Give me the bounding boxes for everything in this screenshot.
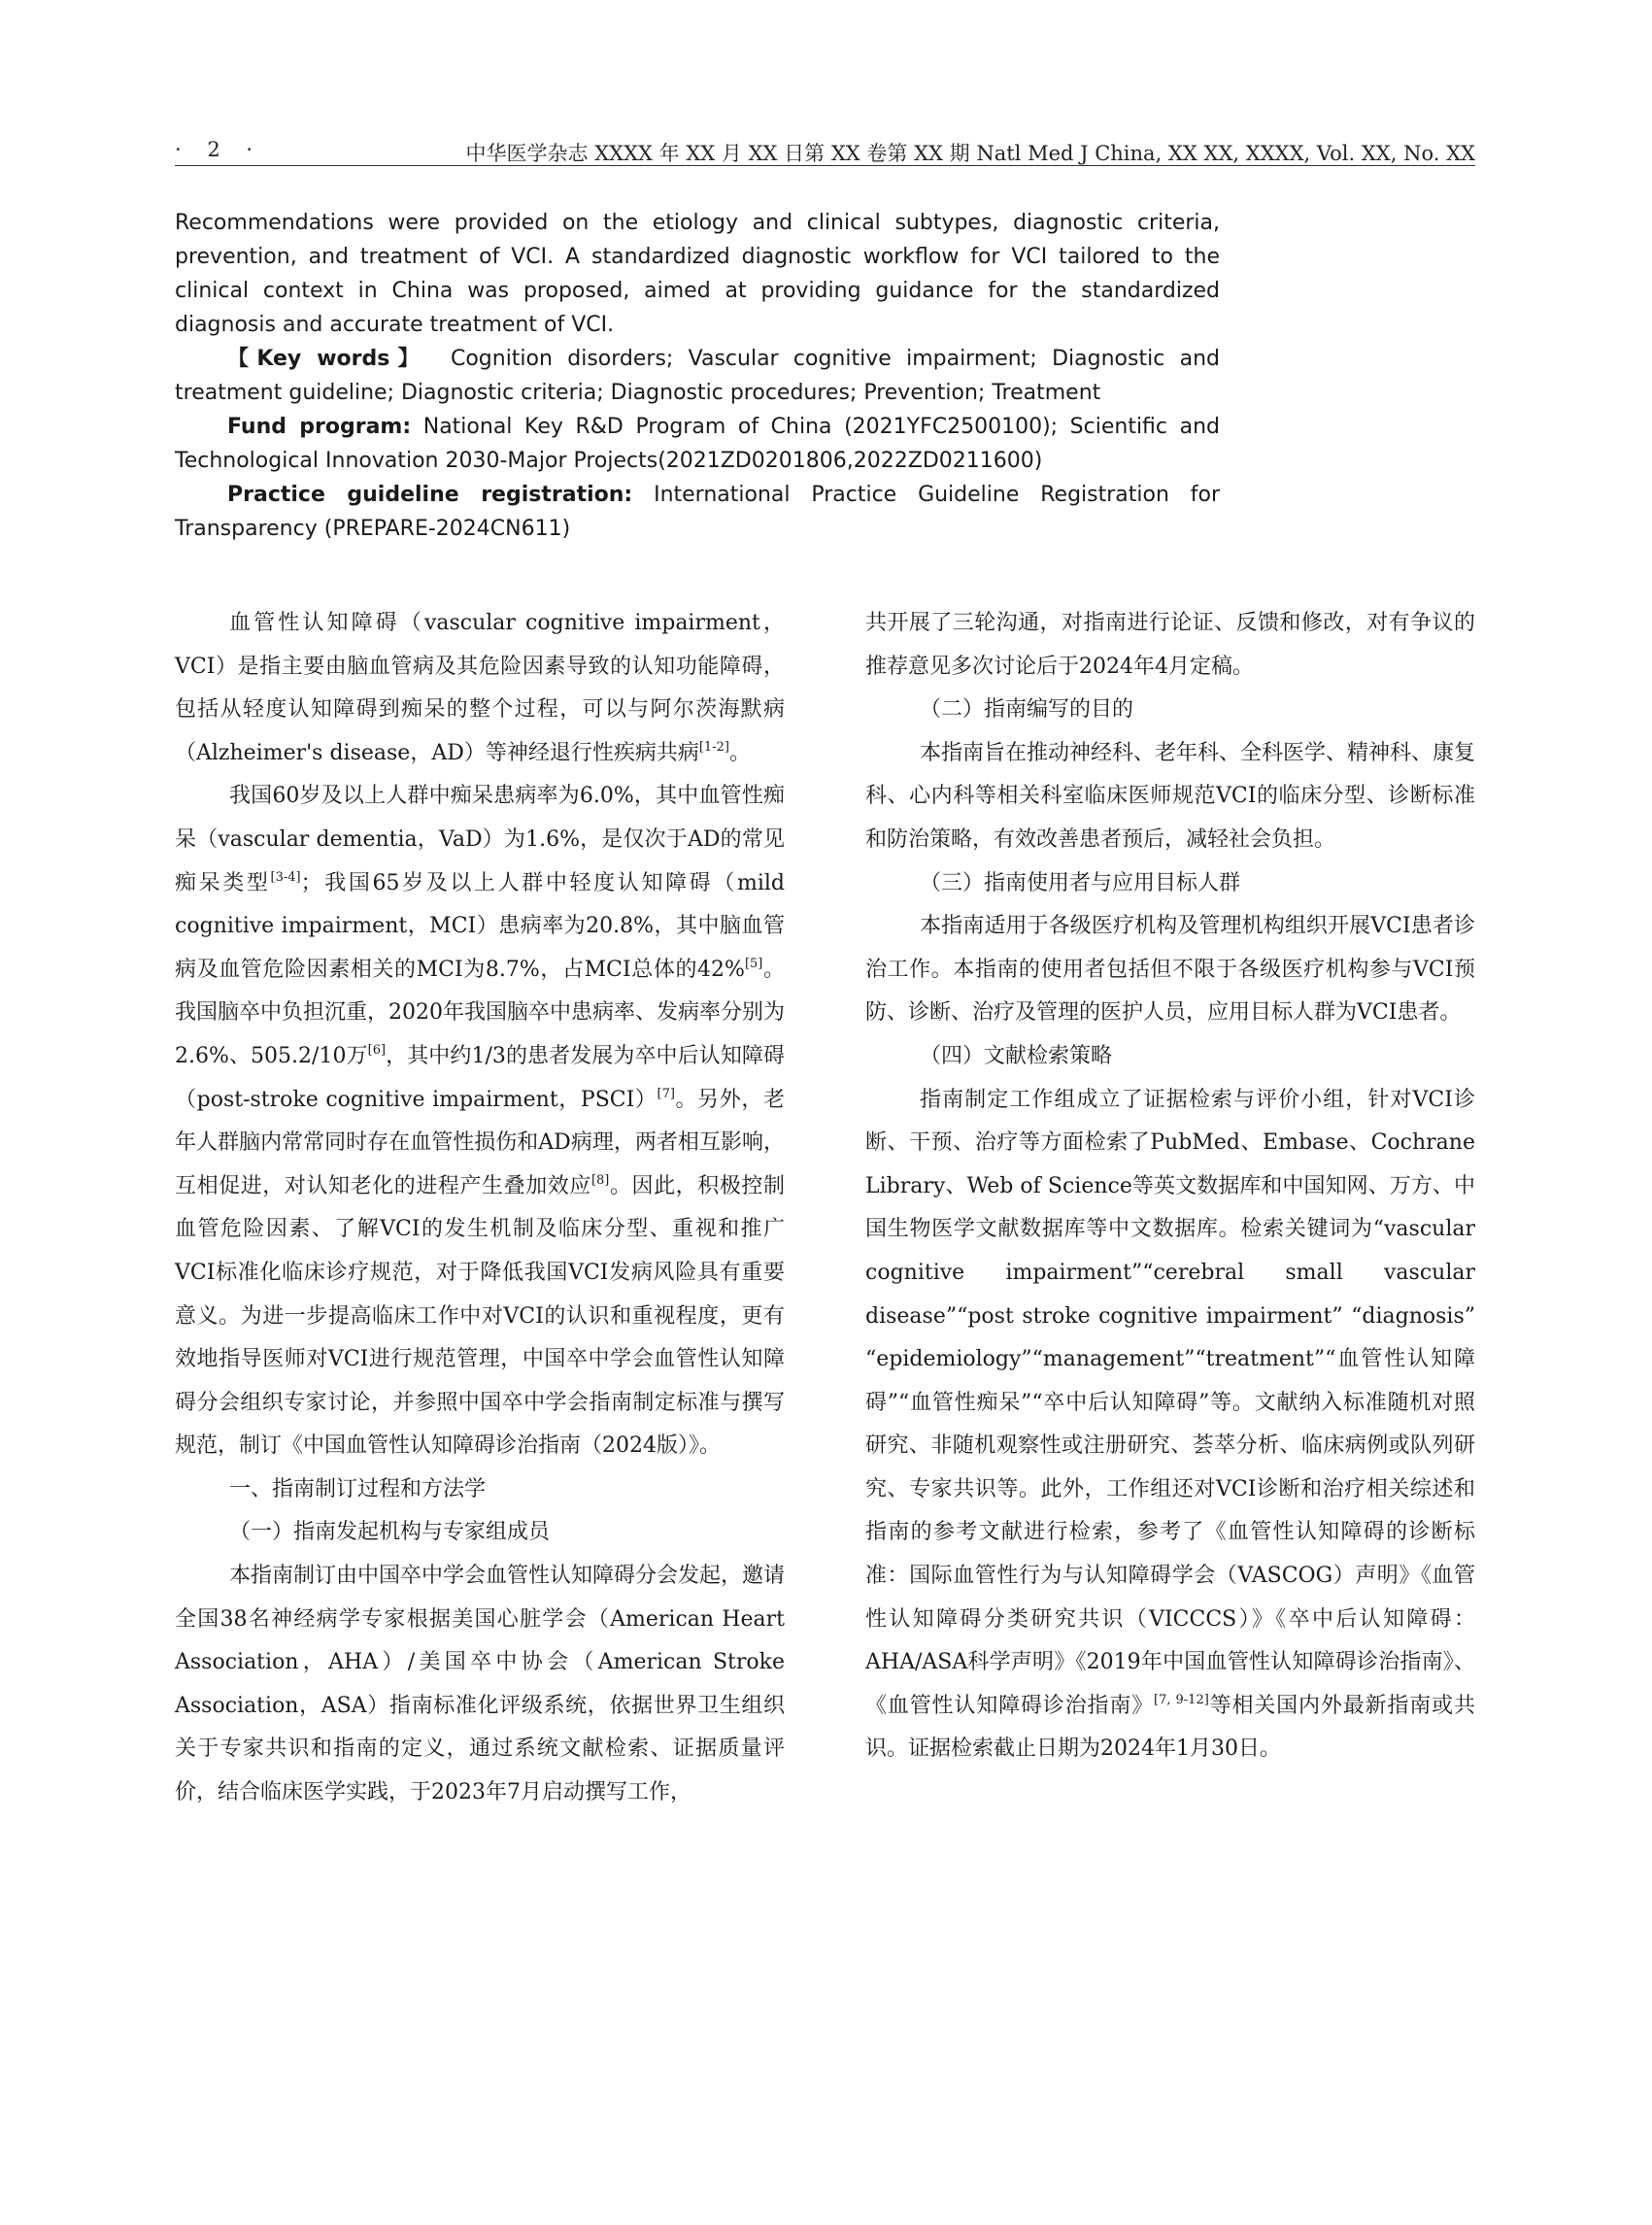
intro-paragraph-1: 血管性认知障碍（vascular cognitive impairment，VCI）是指主要由脑血管病及其危险因素导致的认知功能障碍，包括从轻度认知障碍到痴呆的整个过程，可以与阿尔茨海默病（Alzheimer's disease，AD）等神经退行性疾病共病[1-2]。 bbox=[175, 611, 785, 765]
citation: [3-4] bbox=[270, 869, 301, 885]
citation: [7, 9-12] bbox=[1154, 1692, 1209, 1707]
registration-label: Practice guideline registration: bbox=[227, 483, 633, 507]
section-heading-1: 一、指南制订过程和方法学 bbox=[229, 1476, 487, 1501]
citation: [1-2] bbox=[698, 739, 729, 755]
subsection-heading-2: （二）指南编写的目的 bbox=[920, 697, 1134, 723]
english-abstract bbox=[175, 206, 1220, 546]
guideline-registration bbox=[175, 478, 1220, 546]
citation: [8] bbox=[590, 1172, 610, 1188]
purpose-paragraph: 本指南旨在推动神经科、老年科、全科医学、精神科、康复科、心内科等相关科室临床医师规范VCI的临床分型、诊断标准和防治策略，有效改善患者预后，减轻社会负担。 bbox=[865, 740, 1476, 852]
fund-label: Fund program: bbox=[227, 415, 412, 439]
left-column bbox=[175, 602, 785, 1815]
users-paragraph: 本指南适用于各级医疗机构及管理机构组织开展VCI患者诊治工作。本指南的使用者包括但不限于各级医疗机构参与VCI预防、诊断、治疗及管理的医护人员，应用目标人群为VCI患者。 bbox=[865, 914, 1475, 1026]
abstract-conclusion: Recommendations were provided on the etiology and clinical subtypes, diagnostic criteria, prevention, and treatment of VCI. A standardized diagnostic workflow for VCI tailored to the clinical context in China was proposed, aimed at providing guidance for the standardized diagnosis and accurate treatment of VCI. bbox=[175, 211, 1220, 337]
subsection-heading-3: （三）指南使用者与应用目标人群 bbox=[920, 870, 1241, 895]
methods-paragraph-1: 本指南制订由中国卒中学会血管性认知障碍分会发起，邀请全国38名神经病学专家根据美国心脏学会（American Heart Association，AHA）/美国卒中协会（American Stroke Association，ASA）指南标准化评级系统，依据世界卫生组织关于专家共识和指南的定义，通过系统文献检索、证据质量评价，结合临床医学实践，于2023年7月启动撰写工作， bbox=[175, 1564, 786, 1805]
right-column bbox=[865, 602, 1475, 1771]
citation: [6] bbox=[367, 1042, 387, 1058]
subsection-heading-4: （四）文献检索策略 bbox=[920, 1043, 1113, 1068]
subsection-heading-1: （一）指南发起机构与专家组成员 bbox=[229, 1520, 551, 1545]
keywords bbox=[175, 342, 1220, 410]
registration-text: International Practice Guideline Registration for Transparency (PREPARE-2024CN611) bbox=[175, 483, 1221, 541]
methods-paragraph-continued: 共开展了三轮沟通，对指南进行论证、反馈和修改，对有争议的推荐意见多次讨论后于2024年4月定稿。 bbox=[865, 611, 1475, 679]
page-number: · 2 · bbox=[175, 138, 263, 161]
citation: [7] bbox=[657, 1086, 675, 1101]
journal-citation: 中华医学杂志 XXXX 年 XX 月 XX 日第 XX 卷第 XX 期 Natl Med J China, XX XX, XXXX, Vol. XX, No. XX bbox=[465, 142, 1475, 165]
header-rule bbox=[175, 165, 1475, 166]
keywords-text: Cognition disorders; Vascular cognitive impairment; Diagnostic and treatment guideline; Diagnostic criteria; Diagnostic procedures; Prevention; Treatment bbox=[175, 347, 1220, 405]
fund-program bbox=[175, 410, 1220, 478]
running-header bbox=[175, 138, 1475, 167]
intro-paragraph-2: 我国60岁及以上人群中痴呆患病率为6.0%，其中血管性痴呆（vascular dementia，VaD）为1.6%，是仅次于AD的常见痴呆类型[3-4]；我国65岁及以上人群中轻度认知障碍（mild cognitive impairment，MCI）患病率为20.8%，其中脑血管病及血管危险因素相关的MCI为8.7%，占MCI总体的42%[5]。我国脑卒中负担沉重，2020年我国脑卒中患病率、发病率分别为2.6%、505.2/10万[6]，其中约1/3的患者发展为卒中后认知障碍（post-stroke cognitive impairment，PSCI）[7]。另外，老年人群脑内常常同时存在血管性损伤和AD病理，两者相互影响，互相促进，对认知老化的进程产生叠加效应[8]。因此，积极控制血管危险因素、了解VCI的发生机制及临床分型、重视和推广VCI标准化临床诊疗规范，对于降低我国VCI发病风险具有重要意义。为进一步提高临床工作中对VCI的认识和重视程度，更有效地指导医师对VCI进行规范管理，中国卒中学会血管性认知障碍分会组织专家讨论，并参照中国卒中学会指南制定标准与撰写规范，制订《中国血管性认知障碍诊治指南（2024版）》。 bbox=[175, 784, 785, 1459]
citation: [5] bbox=[744, 956, 763, 971]
fund-text: National Key R&D Program of China (2021YFC2500100); Scientific and Technological Innovation 2030-Major Projects(2021ZD0201806,2022ZD0211600) bbox=[175, 415, 1220, 473]
search-strategy-paragraph: 指南制定工作组成立了证据检索与评价小组，针对VCI诊断、干预、治疗等方面检索了PubMed、Embase、Cochrane Library、Web of Science等英文数据库和中国知网、万方、中国生物医学文献数据库等中文数据库。检索关键词为“vascular cognitive impairment”“cerebral small vascular disease”“post stroke cognitive impairment” “diagnosis” “epidemiology”“management”“treatment”“血管性认知障碍”“血管性痴呆”“卒中后认知障碍”等。文献纳入标准随机对照研究、非随机观察性或注册研究、荟萃分析、临床病例或队列研究、专家共识等。此外，工作组还对VCI诊断和治疗相关综述和指南的参考文献进行检索，参考了《血管性认知障碍的诊断标准：国际血管性行为与认知障碍学会（VASCOG）声明》《血管性认知障碍分类研究共识（VICCCS）》《卒中后认知障碍：AHA/ASA科学声明》《2019年中国血管性认知障碍诊治指南》、《血管性认知障碍诊治指南》[7, 9-12]等相关国内外最新指南或共识。证据检索截止日期为2024年1月30日。 bbox=[865, 1087, 1475, 1762]
keywords-label: 【Key words】 bbox=[227, 347, 427, 371]
